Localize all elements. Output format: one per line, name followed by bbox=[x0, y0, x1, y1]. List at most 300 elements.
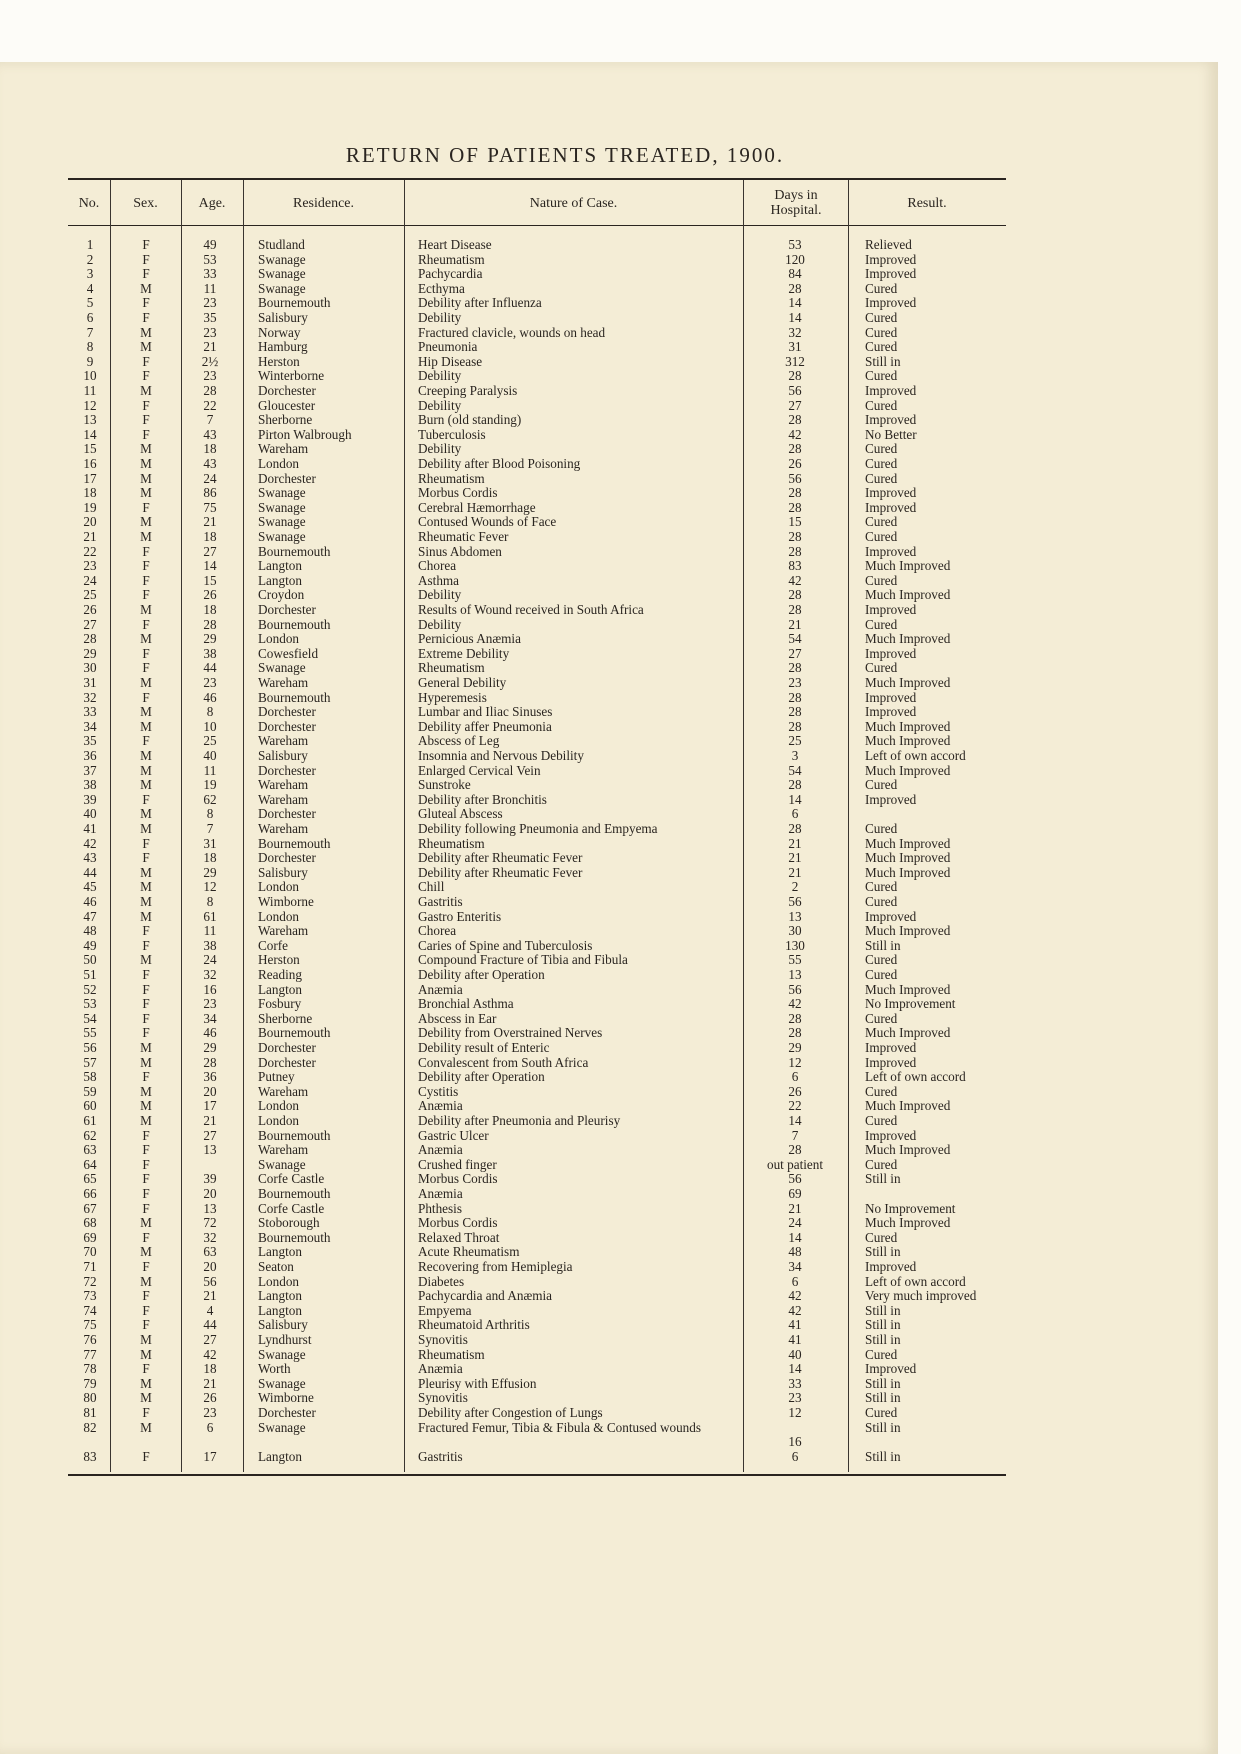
age: 14 bbox=[203, 558, 217, 574]
nature-of-case: Heart Disease bbox=[418, 237, 492, 252]
residence: London bbox=[258, 879, 300, 895]
days-in-hospital: 23 bbox=[788, 1390, 802, 1406]
days-in-hospital: 7 bbox=[791, 1127, 799, 1143]
row-number: 6 bbox=[86, 310, 94, 325]
row-number: 70 bbox=[83, 1244, 97, 1260]
table-row bbox=[68, 1304, 1006, 1319]
nature-of-case: Insomnia and Nervous Debility bbox=[418, 748, 584, 763]
row-number: 42 bbox=[83, 835, 97, 851]
age: 38 bbox=[203, 645, 217, 661]
residence: Dorchester bbox=[258, 1054, 316, 1070]
table-row bbox=[68, 1070, 1006, 1085]
days-in-hospital: 28 bbox=[788, 485, 802, 501]
age: 18 bbox=[203, 441, 217, 457]
row-number: 10 bbox=[83, 368, 97, 384]
age: 19 bbox=[203, 777, 217, 793]
residence: Swanage bbox=[258, 499, 306, 515]
sex: F bbox=[142, 572, 150, 588]
days-in-hospital: 41 bbox=[788, 1317, 802, 1333]
row-number: 66 bbox=[83, 1186, 97, 1201]
row-number: 24 bbox=[83, 572, 97, 588]
row-number: 63 bbox=[83, 1142, 97, 1158]
residence: Swanage bbox=[258, 1346, 306, 1362]
residence: Wareham bbox=[258, 791, 309, 807]
age: 86 bbox=[203, 485, 217, 501]
nature-of-case: Synovitis bbox=[418, 1332, 468, 1347]
sex: F bbox=[142, 996, 150, 1012]
result: Still in bbox=[865, 1419, 901, 1435]
table-row bbox=[68, 939, 1006, 954]
table-row bbox=[68, 720, 1006, 735]
result: Much Improved bbox=[865, 981, 951, 997]
nature-of-case: Phthesis bbox=[418, 1200, 462, 1216]
residence: Bournemouth bbox=[258, 1229, 331, 1245]
nature-of-case: Ecthyma bbox=[418, 280, 465, 296]
sex: M bbox=[140, 1054, 152, 1070]
nature-of-case: Debility after Operation bbox=[418, 967, 545, 982]
sex: F bbox=[142, 237, 150, 252]
residence: Langton bbox=[258, 1244, 302, 1260]
age: 42 bbox=[203, 1346, 217, 1362]
row-number: 62 bbox=[83, 1127, 97, 1143]
residence: Hamburg bbox=[258, 339, 308, 355]
residence: Dorchester bbox=[258, 704, 316, 720]
sex: F bbox=[142, 1317, 150, 1333]
nature-of-case: Debility affer Pneumonia bbox=[418, 718, 552, 734]
sex: M bbox=[140, 1346, 152, 1362]
row-number: 18 bbox=[83, 485, 97, 501]
row-number: 39 bbox=[83, 791, 97, 807]
nature-of-case: Debility result of Enteric bbox=[418, 1040, 550, 1055]
result: Improved bbox=[865, 908, 917, 924]
days-in-hospital: 16 bbox=[788, 1434, 802, 1450]
residence: London bbox=[258, 908, 300, 924]
result: Improved bbox=[865, 412, 917, 428]
table-row bbox=[68, 1421, 1006, 1450]
residence: Langton bbox=[258, 1448, 302, 1464]
sex: F bbox=[142, 397, 150, 413]
days-in-hospital: 53 bbox=[788, 237, 802, 252]
residence: Swanage bbox=[258, 251, 306, 267]
sex: M bbox=[140, 514, 152, 530]
row-number: 58 bbox=[83, 1069, 97, 1085]
table-row bbox=[68, 384, 1006, 399]
table-row bbox=[68, 1202, 1006, 1217]
row-number: 31 bbox=[83, 675, 97, 690]
nature-of-case: Asthma bbox=[418, 572, 460, 588]
days-in-hospital: 54 bbox=[788, 762, 802, 778]
table-row bbox=[68, 1348, 1006, 1363]
sex: M bbox=[140, 324, 152, 340]
nature-of-case: Chorea bbox=[418, 923, 457, 939]
days-in-hospital: 130 bbox=[785, 937, 805, 953]
table-row bbox=[68, 457, 1006, 472]
result: Much Improved bbox=[865, 587, 951, 603]
table-row bbox=[68, 793, 1006, 808]
table-row bbox=[68, 1026, 1006, 1041]
nature-of-case: Synovitis bbox=[418, 1390, 468, 1406]
sex: F bbox=[142, 660, 150, 676]
sex: F bbox=[142, 835, 150, 851]
row-number: 69 bbox=[83, 1229, 97, 1245]
row-number: 17 bbox=[83, 470, 97, 486]
result: Cured bbox=[865, 441, 898, 457]
age: 44 bbox=[203, 660, 217, 676]
residence: Dorchester bbox=[258, 602, 316, 617]
nature-of-case: Gastritis bbox=[418, 1448, 463, 1464]
age: 7 bbox=[206, 412, 214, 428]
table-row bbox=[68, 1172, 1006, 1187]
residence: London bbox=[258, 1098, 300, 1114]
age: 17 bbox=[203, 1448, 217, 1464]
table-row bbox=[68, 1041, 1006, 1056]
residence: Cowesfield bbox=[258, 645, 319, 661]
row-number: 8 bbox=[86, 339, 94, 355]
sex: M bbox=[140, 485, 152, 501]
sex: M bbox=[140, 1113, 152, 1128]
header-residence: Residence. bbox=[292, 195, 355, 211]
sex: F bbox=[142, 251, 150, 267]
age: 21 bbox=[203, 1375, 217, 1391]
result: Much Improved bbox=[865, 850, 951, 866]
result: Cured bbox=[865, 1156, 898, 1172]
sex: M bbox=[140, 456, 152, 471]
age: 40 bbox=[203, 748, 217, 763]
row-number: 38 bbox=[83, 777, 97, 793]
row-number: 49 bbox=[83, 937, 97, 953]
table-row bbox=[68, 749, 1006, 764]
residence: Dorchester bbox=[258, 850, 316, 866]
sex: M bbox=[140, 879, 152, 895]
days-in-hospital: 42 bbox=[788, 572, 802, 588]
age: 7 bbox=[206, 821, 214, 836]
days-in-hospital: 28 bbox=[788, 821, 802, 836]
age: 11 bbox=[203, 923, 217, 939]
days-in-hospital: 6 bbox=[791, 806, 799, 822]
days-in-hospital: 13 bbox=[788, 908, 802, 924]
result: Improved bbox=[865, 704, 917, 720]
sex: F bbox=[142, 499, 150, 515]
table-row bbox=[68, 910, 1006, 925]
days-in-hospital: 42 bbox=[788, 1288, 802, 1304]
age: 29 bbox=[203, 864, 217, 880]
row-number: 43 bbox=[83, 850, 97, 866]
days-in-hospital: 28 bbox=[788, 280, 802, 296]
days-in-hospital: 21 bbox=[788, 1200, 802, 1216]
age: 21 bbox=[203, 514, 217, 530]
result: Left of own accord bbox=[865, 1273, 966, 1289]
nature-of-case: Contused Wounds of Face bbox=[418, 514, 557, 530]
age: 32 bbox=[203, 1229, 217, 1245]
row-number: 30 bbox=[83, 660, 97, 676]
days-in-hospital: 42 bbox=[788, 426, 802, 442]
row-number: 72 bbox=[83, 1273, 97, 1289]
table-row bbox=[68, 1114, 1006, 1129]
sex: F bbox=[142, 733, 150, 749]
residence: Corfe Castle bbox=[258, 1171, 325, 1187]
header-no: No. bbox=[78, 195, 100, 211]
table-row bbox=[68, 895, 1006, 910]
table-row bbox=[68, 1085, 1006, 1100]
age: 22 bbox=[203, 397, 217, 413]
days-in-hospital: 28 bbox=[788, 602, 802, 617]
row-number: 21 bbox=[83, 529, 97, 544]
sex: F bbox=[142, 923, 150, 939]
result: Cured bbox=[865, 1113, 898, 1128]
residence: Langton bbox=[258, 558, 302, 574]
days-in-hospital: 28 bbox=[788, 718, 802, 734]
sex: F bbox=[142, 1302, 150, 1318]
age: 20 bbox=[203, 1186, 217, 1201]
days-in-hospital: 14 bbox=[788, 295, 802, 311]
nature-of-case: Debility after Congestion of Lungs bbox=[418, 1405, 603, 1420]
result: Improved bbox=[865, 1127, 917, 1143]
sex: F bbox=[142, 1405, 150, 1420]
nature-of-case: Chorea bbox=[418, 558, 457, 574]
result: Cured bbox=[865, 310, 898, 325]
age: 23 bbox=[203, 368, 217, 384]
residence: Bournemouth bbox=[258, 616, 331, 632]
days-in-hospital: 26 bbox=[788, 456, 802, 471]
nature-of-case: Bronchial Asthma bbox=[418, 996, 514, 1012]
days-in-hospital: 54 bbox=[788, 631, 802, 647]
days-in-hospital: 21 bbox=[788, 616, 802, 632]
days-in-hospital: 2 bbox=[791, 879, 799, 895]
sex: M bbox=[140, 748, 152, 763]
result: Still in bbox=[865, 353, 901, 369]
residence: Wareham bbox=[258, 821, 309, 836]
nature-of-case: Rheumatic Fever bbox=[418, 529, 509, 544]
days-in-hospital: 55 bbox=[788, 952, 802, 968]
residence: Wimborne bbox=[258, 894, 314, 909]
age: 18 bbox=[203, 602, 217, 617]
sex: F bbox=[142, 1229, 150, 1245]
table-row bbox=[68, 399, 1006, 414]
age: 11 bbox=[203, 280, 217, 296]
sex: F bbox=[142, 1200, 150, 1216]
age: 61 bbox=[203, 908, 217, 924]
result: Still in bbox=[865, 1375, 901, 1391]
residence: Wareham bbox=[258, 675, 309, 690]
nature-of-case: Debility from Overstrained Nerves bbox=[418, 1025, 603, 1041]
residence: Lyndhurst bbox=[258, 1332, 312, 1347]
age: 44 bbox=[203, 1317, 217, 1333]
nature-of-case: Pachycardia and Anæmia bbox=[418, 1288, 553, 1304]
result: Cured bbox=[865, 967, 898, 982]
table-row bbox=[68, 355, 1006, 370]
nature-of-case: Anæmia bbox=[418, 981, 463, 997]
residence: Swanage bbox=[258, 1375, 306, 1391]
days-in-hospital: 28 bbox=[788, 1142, 802, 1158]
residence: Corfe Castle bbox=[258, 1200, 325, 1216]
table-row bbox=[68, 778, 1006, 793]
result: Much Improved bbox=[865, 631, 951, 647]
sex: F bbox=[142, 1010, 150, 1026]
residence: Herston bbox=[258, 353, 300, 369]
result: Cured bbox=[865, 529, 898, 544]
header-days-in-hospital: Days in Hospital. bbox=[770, 188, 822, 218]
age: 27 bbox=[203, 1127, 217, 1143]
header-sex: Sex. bbox=[133, 195, 158, 211]
days-in-hospital: 83 bbox=[788, 558, 802, 574]
row-number: 35 bbox=[83, 733, 97, 749]
result: Cured bbox=[865, 879, 898, 895]
result: Relieved bbox=[865, 237, 912, 252]
age: 10 bbox=[203, 718, 217, 734]
nature-of-case: Recovering from Hemiplegia bbox=[418, 1259, 573, 1274]
nature-of-case: Debility bbox=[418, 587, 462, 603]
row-number: 45 bbox=[83, 879, 97, 895]
nature-of-case: Hyperemesis bbox=[418, 689, 487, 705]
sex: F bbox=[142, 967, 150, 982]
row-number: 40 bbox=[83, 806, 97, 822]
nature-of-case: Gluteal Abscess bbox=[418, 806, 503, 822]
days-in-hospital: 13 bbox=[788, 967, 802, 982]
age: 46 bbox=[203, 689, 217, 705]
days-in-hospital: 6 bbox=[791, 1273, 799, 1289]
age: 24 bbox=[203, 470, 217, 486]
sex: M bbox=[140, 1040, 152, 1055]
row-number: 64 bbox=[83, 1156, 97, 1172]
residence: Wareham bbox=[258, 923, 309, 939]
days-in-hospital: 14 bbox=[788, 310, 802, 325]
days-in-hospital: 28 bbox=[788, 689, 802, 705]
result: Cured bbox=[865, 894, 898, 909]
residence: Bournemouth bbox=[258, 689, 331, 705]
row-number: 11 bbox=[83, 383, 97, 398]
nature-of-case: Pachycardia bbox=[418, 266, 483, 282]
row-number: 41 bbox=[83, 821, 97, 836]
table-row bbox=[68, 734, 1006, 749]
sex: F bbox=[142, 616, 150, 632]
nature-of-case: Rheumatism bbox=[418, 660, 485, 676]
residence: Dorchester bbox=[258, 806, 316, 822]
residence: London bbox=[258, 631, 300, 647]
table-row bbox=[68, 545, 1006, 560]
residence: Corfe bbox=[258, 937, 289, 953]
days-in-hospital: 24 bbox=[788, 1215, 802, 1231]
residence: Winterborne bbox=[258, 368, 325, 384]
result: Improved bbox=[865, 485, 917, 501]
residence: Stoborough bbox=[258, 1215, 320, 1231]
row-number: 48 bbox=[83, 923, 97, 939]
age: 43 bbox=[203, 456, 217, 471]
sex: F bbox=[142, 1171, 150, 1187]
age: 4 bbox=[206, 1302, 214, 1318]
table-row bbox=[68, 822, 1006, 837]
row-number: 78 bbox=[83, 1361, 97, 1377]
row-number: 59 bbox=[83, 1083, 97, 1099]
result: Much Improved bbox=[865, 558, 951, 574]
nature-of-case: Abscess of Leg bbox=[418, 733, 500, 749]
table-row bbox=[68, 515, 1006, 530]
nature-of-case: General Debility bbox=[418, 675, 507, 690]
sex: F bbox=[142, 558, 150, 574]
age: 18 bbox=[203, 850, 217, 866]
result: Still in bbox=[865, 1390, 901, 1406]
result: Improved bbox=[865, 1259, 917, 1274]
residence: Swanage bbox=[258, 280, 306, 296]
nature-of-case: Debility after Blood Poisoning bbox=[418, 456, 581, 471]
table-row bbox=[68, 968, 1006, 983]
days-in-hospital: 14 bbox=[788, 1113, 802, 1128]
table-row bbox=[68, 574, 1006, 589]
result: Much Improved bbox=[865, 1025, 951, 1041]
sex: F bbox=[142, 1142, 150, 1158]
table-row bbox=[68, 632, 1006, 647]
row-number: 56 bbox=[83, 1040, 97, 1055]
sex: M bbox=[140, 1098, 152, 1114]
residence: Swanage bbox=[258, 514, 306, 530]
result: Improved bbox=[865, 602, 917, 617]
days-in-hospital: 21 bbox=[788, 850, 802, 866]
residence: Dorchester bbox=[258, 1040, 316, 1055]
residence: Norway bbox=[258, 324, 301, 340]
header-nature-of-case: Nature of Case. bbox=[529, 195, 618, 211]
row-number: 52 bbox=[83, 981, 97, 997]
days-in-hospital: 27 bbox=[788, 397, 802, 413]
nature-of-case: Acute Rheumatism bbox=[418, 1244, 520, 1260]
residence: Salisbury bbox=[258, 864, 308, 880]
sex: F bbox=[142, 937, 150, 953]
table-row bbox=[68, 1056, 1006, 1071]
residence: Putney bbox=[258, 1069, 295, 1085]
row-number: 28 bbox=[83, 631, 97, 647]
sex: F bbox=[142, 791, 150, 807]
nature-of-case: Rheumatism bbox=[418, 1346, 485, 1362]
nature-of-case: Empyema bbox=[418, 1302, 472, 1318]
sex: M bbox=[140, 675, 152, 690]
sex: F bbox=[142, 981, 150, 997]
residence: Bournemouth bbox=[258, 1186, 331, 1201]
residence: Langton bbox=[258, 1288, 302, 1304]
result: Cured bbox=[865, 616, 898, 632]
sex: M bbox=[140, 470, 152, 486]
nature-of-case: Anæmia bbox=[418, 1142, 463, 1158]
sex: F bbox=[142, 1025, 150, 1041]
residence: Pirton Walbrough bbox=[258, 426, 352, 442]
sex: F bbox=[142, 310, 150, 325]
residence: Dorchester bbox=[258, 383, 316, 398]
sex: F bbox=[142, 645, 150, 661]
table-row bbox=[68, 647, 1006, 662]
table-row bbox=[68, 1333, 1006, 1348]
sex: F bbox=[142, 295, 150, 311]
result: Still in bbox=[865, 1448, 901, 1464]
days-in-hospital: 28 bbox=[788, 499, 802, 515]
age: 12 bbox=[203, 879, 217, 895]
nature-of-case: Enlarged Cervical Vein bbox=[418, 762, 541, 778]
result: Cured bbox=[865, 339, 898, 355]
residence: Croydon bbox=[258, 587, 305, 603]
row-number: 19 bbox=[83, 499, 97, 515]
header-age: Age. bbox=[198, 195, 226, 211]
table-row bbox=[68, 1362, 1006, 1377]
nature-of-case: Tuberculosis bbox=[418, 426, 486, 442]
days-in-hospital: 30 bbox=[788, 923, 802, 939]
row-number: 2 bbox=[86, 251, 94, 267]
sex: F bbox=[142, 426, 150, 442]
table-row bbox=[68, 1377, 1006, 1392]
nature-of-case: Debility after Rheumatic Fever bbox=[418, 864, 583, 880]
residence: Dorchester bbox=[258, 470, 316, 486]
row-number: 60 bbox=[83, 1098, 97, 1114]
age: 28 bbox=[203, 1054, 217, 1070]
residence: Wareham bbox=[258, 441, 309, 457]
table-row bbox=[68, 1129, 1006, 1144]
age: 27 bbox=[203, 1332, 217, 1347]
nature-of-case: Pleurisy with Effusion bbox=[418, 1375, 537, 1391]
